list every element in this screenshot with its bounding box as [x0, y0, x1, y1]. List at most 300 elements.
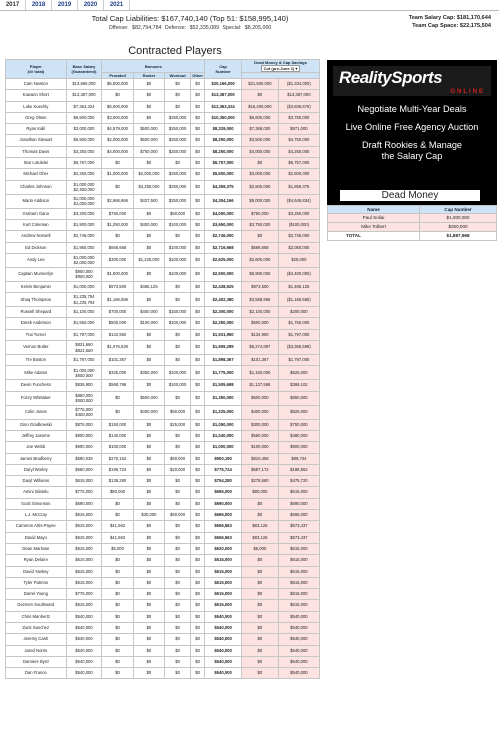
- player-name-link[interactable]: Tyler Patmon: [6, 577, 67, 588]
- workout-column-header[interactable]: Workout: [165, 73, 191, 79]
- year-tabs: [0, 0, 499, 11]
- cap-savings-cell: $540,000: [278, 611, 319, 622]
- cap-number-cell: $1,505,698: [205, 380, 242, 391]
- dead-money-cell: $0: [241, 498, 278, 509]
- dead-money-cell: $0: [241, 589, 278, 600]
- cap-savings-cell: ($3,836,676): [278, 101, 319, 112]
- cap-number-cell: $4,000,000: [205, 208, 242, 219]
- roster-cell: $100,000: [133, 318, 164, 329]
- prorated-cell: $500,000: [102, 318, 133, 329]
- cut-type-select[interactable]: Cut (pre-June 1) ▾: [261, 65, 301, 72]
- workout-cell: $0: [165, 600, 191, 611]
- prorated-cell: $0: [102, 656, 133, 667]
- base-salary-cell: $900,000: [66, 430, 102, 441]
- dead-money-cell: $4,000,000: [241, 146, 278, 157]
- cap-savings-cell: $1,797,000: [278, 355, 319, 366]
- player-name-link[interactable]: Scott Simonson: [6, 498, 67, 509]
- workout-cell: $100,000: [165, 267, 191, 281]
- roster-cell: $0: [133, 242, 164, 253]
- base-salary-cell: $1,797,000: [66, 355, 102, 366]
- other-cell: $0: [191, 521, 205, 532]
- cap-number-cell: $615,000: [205, 600, 242, 611]
- cap-savings-cell: $615,000: [278, 487, 319, 498]
- cap-savings-cell: $25,000: [278, 253, 319, 267]
- other-cell: $0: [191, 208, 205, 219]
- tab-2018[interactable]: 2018: [26, 0, 52, 10]
- dm-cap: $1,000,000: [420, 214, 497, 223]
- player-name-link[interactable]: Mario Addison: [6, 194, 67, 208]
- base-salary-cell: $1,950,000: [66, 242, 102, 253]
- tab-2021[interactable]: 2021: [104, 0, 130, 10]
- prorated-cell: $1,250,000: [102, 219, 133, 230]
- cap-savings-cell: $4,750,000: [278, 135, 319, 146]
- table-row: [6, 208, 320, 219]
- player-name-link[interactable]: Greg Olsen: [6, 112, 67, 123]
- dead-money-cell: $278,560: [241, 476, 278, 487]
- player-name-link[interactable]: Shaq Thompson: [6, 293, 67, 307]
- player-name-link[interactable]: Vernon Butler: [6, 341, 67, 355]
- table-row: [6, 521, 320, 532]
- prorated-column-header[interactable]: Prorated: [102, 73, 133, 79]
- workout-cell: $100,000: [165, 219, 191, 230]
- bonuses-column-header: Bonuses: [102, 60, 205, 73]
- other-cell: $0: [191, 555, 205, 566]
- player-name-link[interactable]: James Bradberry: [6, 453, 67, 464]
- cap-savings-cell: $368,102: [278, 380, 319, 391]
- workout-cell: $250,000: [165, 194, 191, 208]
- base-salary-cell: $615,000: [66, 510, 102, 521]
- player-name-link[interactable]: Daryl Williams: [6, 476, 67, 487]
- workout-cell: $0: [165, 430, 191, 441]
- cap-breakdown: Offense: $82,794,784 Defense: $52,335,089 Special: $8,205,000: [108, 25, 272, 31]
- other-cell: $0: [191, 589, 205, 600]
- player-name-link[interactable]: Joe Webb: [6, 442, 67, 453]
- workout-cell: $0: [165, 329, 191, 340]
- other-cell: $0: [191, 242, 205, 253]
- table-row: [6, 329, 320, 340]
- workout-cell: $50,000: [165, 510, 191, 521]
- cap-savings-cell: ($3,366,598): [278, 341, 319, 355]
- player-name-link[interactable]: Damiere Byrd: [6, 656, 67, 667]
- cap-number-cell: $1,040,000: [205, 430, 242, 441]
- player-name-link[interactable]: Jeffrey Jasome: [6, 430, 67, 441]
- table-row: [6, 79, 320, 90]
- dead-money-cell: $16,200,000: [241, 101, 278, 112]
- other-cell: $0: [191, 79, 205, 90]
- dead-money-cell: $560,000: [241, 430, 278, 441]
- cap-savings-cell: $89,734: [278, 453, 319, 464]
- player-name-link[interactable]: Andrew Norwell: [6, 231, 67, 242]
- cap-savings-cell: $625,000: [278, 366, 319, 380]
- other-cell: $0: [191, 253, 205, 267]
- base-salary-cell: $615,000: [66, 566, 102, 577]
- other-cell: $0: [191, 566, 205, 577]
- cap-savings-cell: $6,757,000: [278, 158, 319, 169]
- tab-2019[interactable]: 2019: [52, 0, 78, 10]
- workout-cell: $0: [165, 532, 191, 543]
- player-name-link[interactable]: Ryan Delaire: [6, 555, 67, 566]
- other-cell: $0: [191, 532, 205, 543]
- dead-money-cell: $83,126: [241, 532, 278, 543]
- cap-savings-cell: $615,000: [278, 566, 319, 577]
- base-salary-cell: $3,200,000: [66, 208, 102, 219]
- other-cell: $0: [191, 656, 205, 667]
- table-row: [6, 242, 320, 253]
- roster-cell: $465,125: [133, 281, 164, 292]
- base-salary-cell: $1,900,000: [66, 219, 102, 230]
- prorated-cell: $5,000,000: [102, 101, 133, 112]
- roster-cell: $2,000,000: [133, 169, 164, 180]
- player-name-link[interactable]: David Mayo: [6, 532, 67, 543]
- prorated-cell: $0: [102, 405, 133, 419]
- prorated-cell: $3,600,000: [102, 112, 133, 123]
- cap-number-cell: $540,000: [205, 668, 242, 679]
- other-cell: $0: [191, 600, 205, 611]
- roster-cell: $0: [133, 487, 164, 498]
- cap-savings-cell: $615,000: [278, 577, 319, 588]
- base-salary-cell: $690,000: [66, 498, 102, 509]
- workout-cell: $0: [165, 498, 191, 509]
- player-name-link[interactable]: Colin Jones: [6, 405, 67, 419]
- cap-number-cell: $615,000: [205, 577, 242, 588]
- player-name-link[interactable]: Ryan Kalil: [6, 124, 67, 135]
- prorated-cell: $0: [102, 498, 133, 509]
- base-salary-cell: $615,000: [66, 577, 102, 588]
- table-row: [6, 341, 320, 355]
- cap-number-cell: $656,563: [205, 521, 242, 532]
- other-cell: $0: [191, 464, 205, 475]
- dead-money-table: [327, 205, 497, 241]
- prorated-cell: $973,500: [102, 281, 133, 292]
- roster-cell: $0: [133, 600, 164, 611]
- other-cell: $0: [191, 476, 205, 487]
- roster-cell: $0: [133, 622, 164, 633]
- roster-cell: $0: [133, 668, 164, 679]
- cap-number-cell: $656,563: [205, 532, 242, 543]
- player-name-link[interactable]: Cameron Artis-Payne: [6, 521, 67, 532]
- table-row: [6, 293, 320, 307]
- workout-cell: $250,000: [165, 112, 191, 123]
- prorated-cell: $41,563: [102, 532, 133, 543]
- dead-money-cell: $83,126: [241, 521, 278, 532]
- cap-savings-cell: $475,720: [278, 476, 319, 487]
- base-salary-cell: $6,500,000: [66, 112, 102, 123]
- prorated-cell: $0: [102, 577, 133, 588]
- table-row: [6, 532, 320, 543]
- table-row: [6, 219, 320, 230]
- cap-number-column-header[interactable]: Cap Number: [205, 60, 242, 79]
- player-name-link[interactable]: Andy Lee: [6, 253, 67, 267]
- player-name-link[interactable]: Luke Kuechly: [6, 101, 67, 112]
- base-salary-cell: $540,000: [66, 668, 102, 679]
- prorated-cell: $0: [102, 589, 133, 600]
- roster-cell: $0: [133, 380, 164, 391]
- player-name-link[interactable]: Russell Shepard: [6, 307, 67, 318]
- roster-cell: $400,000: [133, 219, 164, 230]
- player-name-link[interactable]: Derek Anderson: [6, 318, 67, 329]
- player-name-link[interactable]: Cam Newton: [6, 79, 67, 90]
- prorated-cell: $0: [102, 645, 133, 656]
- dead-money-cell: $100,000: [241, 442, 278, 453]
- cap-number-cell: $540,000: [205, 622, 242, 633]
- player-name-link[interactable]: Trai Turner: [6, 329, 67, 340]
- table-row: [6, 267, 320, 281]
- other-cell: $0: [191, 90, 205, 101]
- base-salary-cell: $900,000 $900,000: [66, 267, 102, 281]
- prorated-cell: $5,000: [102, 543, 133, 554]
- table-row: [6, 510, 320, 521]
- player-name-link[interactable]: Zack Sanchez: [6, 622, 67, 633]
- table-row: [6, 656, 320, 667]
- dead-money-cell: $0: [241, 668, 278, 679]
- cap-savings-cell: $573,437: [278, 521, 319, 532]
- prorated-cell: $195,724: [102, 464, 133, 475]
- base-salary-cell: $615,000: [66, 521, 102, 532]
- table-row: [6, 622, 320, 633]
- prorated-cell: $2,000,000: [102, 135, 133, 146]
- roster-cell: $0: [133, 267, 164, 281]
- base-salary-cell: $615,000: [66, 543, 102, 554]
- roster-cell: $0: [133, 543, 164, 554]
- roster-column-header[interactable]: Roster: [133, 73, 164, 79]
- workout-cell: $25,000: [165, 419, 191, 430]
- dead-money-cell: $0: [241, 510, 278, 521]
- player-name-link[interactable]: Dan France: [6, 668, 67, 679]
- prorated-cell: $0: [102, 600, 133, 611]
- roster-cell: $0: [133, 101, 164, 112]
- cap-savings-cell: $1,750,000: [278, 318, 319, 329]
- cap-savings-cell: $540,000: [278, 634, 319, 645]
- dm-cap: $350,000: [420, 223, 497, 232]
- cap-savings-cell: $615,000: [278, 543, 319, 554]
- roster-cell: $0: [133, 79, 164, 90]
- reality-sports-logo: RealitySports ONLINE: [333, 66, 491, 96]
- dm-total-label: TOTAL: [328, 232, 420, 241]
- base-salary-cell: $560,000: [66, 464, 102, 475]
- cap-savings-cell: $665,000: [278, 510, 319, 521]
- player-name-link[interactable]: Amini Silatolu: [6, 487, 67, 498]
- base-salary-cell: $3,250,000: [66, 146, 102, 157]
- other-cell: $0: [191, 169, 205, 180]
- other-cell: $0: [191, 622, 205, 633]
- roster-cell: $350,000: [133, 366, 164, 380]
- workout-cell: $100,000: [165, 318, 191, 329]
- prorated-cell: $2,666,666: [102, 194, 133, 208]
- cap-savings-cell: $1,797,000: [278, 329, 319, 340]
- roster-cell: $0: [133, 430, 164, 441]
- base-salary-cell: $540,000: [66, 611, 102, 622]
- dead-money-cell: $5,000: [241, 543, 278, 554]
- base-salary-column-header[interactable]: Base Salary (Guaranteed): [66, 60, 102, 79]
- cap-savings-cell: ($1,334,000): [278, 79, 319, 90]
- base-salary-cell: $900,000: [66, 442, 102, 453]
- prorated-cell: $0: [102, 611, 133, 622]
- dead-money-cell: $9,000,000: [241, 194, 278, 208]
- cap-savings-cell: $540,000: [278, 656, 319, 667]
- player-name-link[interactable]: Kawann Short: [6, 90, 67, 101]
- workout-cell: $0: [165, 555, 191, 566]
- dead-money-cell: $101,367: [241, 355, 278, 366]
- dead-money-cell: $134,950: [241, 329, 278, 340]
- workout-cell: $0: [165, 589, 191, 600]
- prorated-cell: $0: [102, 622, 133, 633]
- other-cell: $0: [191, 442, 205, 453]
- dead-money-cell: $0: [241, 634, 278, 645]
- roster-cell: $0: [133, 532, 164, 543]
- other-cell: $0: [191, 668, 205, 679]
- base-salary-cell: $836,900: [66, 380, 102, 391]
- roster-cell: $0: [133, 464, 164, 475]
- table-row: [6, 498, 320, 509]
- dead-money-cell: $0: [241, 611, 278, 622]
- workout-cell: $0: [165, 341, 191, 355]
- workout-cell: $100,000: [165, 242, 191, 253]
- base-salary-cell: $615,000: [66, 476, 102, 487]
- player-name-link[interactable]: Chris Manhertz: [6, 611, 67, 622]
- player-name-link[interactable]: Fozzy Whittaker: [6, 391, 67, 405]
- other-cell: $0: [191, 380, 205, 391]
- other-cell: $0: [191, 180, 205, 194]
- base-salary-cell: $615,000: [66, 555, 102, 566]
- workout-cell: $0: [165, 543, 191, 554]
- prorated-cell: $140,000: [102, 430, 133, 441]
- player-name-link[interactable]: Jeremy Cash: [6, 634, 67, 645]
- base-salary-cell: $5,500,000: [66, 135, 102, 146]
- other-cell: $0: [191, 543, 205, 554]
- base-salary-cell: $831,660 $831,660: [66, 341, 102, 355]
- prorated-cell: $0: [102, 90, 133, 101]
- cap-number-cell: $754,280: [205, 476, 242, 487]
- prorated-cell: $666,668: [102, 242, 133, 253]
- table-row: [6, 146, 320, 157]
- workout-cell: $0: [165, 577, 191, 588]
- player-name-link[interactable]: Dean Marlowe: [6, 543, 67, 554]
- other-cell: $0: [191, 341, 205, 355]
- base-salary-cell: $3,000,000: [66, 124, 102, 135]
- base-salary-cell: $580,038: [66, 453, 102, 464]
- prorated-cell: $0: [102, 555, 133, 566]
- roster-cell: $0: [133, 521, 164, 532]
- table-row: [6, 281, 320, 292]
- cap-number-cell: $13,387,000: [205, 90, 242, 101]
- player-name-link[interactable]: Jared Norris: [6, 645, 67, 656]
- workout-cell: $250,000: [165, 124, 191, 135]
- dead-money-cell: $500,000: [241, 318, 278, 329]
- player-name-link[interactable]: David Yankey: [6, 566, 67, 577]
- workout-cell: $100,000: [165, 253, 191, 267]
- table-row: [6, 169, 320, 180]
- cap-number-cell: $665,000: [205, 510, 242, 521]
- player-name-link[interactable]: Thomas Davis: [6, 146, 67, 157]
- workout-cell: $250,000: [165, 169, 191, 180]
- dead-money-cell: $400,000: [241, 405, 278, 419]
- player-name-link[interactable]: Devin Funchess: [6, 380, 67, 391]
- cap-number-cell: $540,000: [205, 645, 242, 656]
- player-name-link[interactable]: Daryl Worley: [6, 464, 67, 475]
- dead-money-cell: $810,456: [241, 453, 278, 464]
- table-row: [6, 464, 320, 475]
- player-name-link[interactable]: Jonathan Stewart: [6, 135, 67, 146]
- table-row: [6, 634, 320, 645]
- roster-cell: $0: [133, 566, 164, 577]
- workout-cell: $0: [165, 442, 191, 453]
- player-name-link[interactable]: Graham Gano: [6, 208, 67, 219]
- workout-cell: $0: [165, 645, 191, 656]
- other-column-header[interactable]: Other: [192, 73, 203, 78]
- ad-line-1: Negotiate Multi-Year Deals: [357, 104, 467, 114]
- other-cell: $0: [191, 318, 205, 329]
- prorated-cell: $0: [102, 668, 133, 679]
- roster-cell: $400,000: [133, 307, 164, 318]
- other-cell: $0: [191, 634, 205, 645]
- table-row: [6, 668, 320, 679]
- roster-cell: $0: [133, 645, 164, 656]
- other-cell: $0: [191, 611, 205, 622]
- workout-cell: $0: [165, 281, 191, 292]
- cap-number-cell: $615,000: [205, 589, 242, 600]
- dead-money-cell: $666,668: [241, 242, 278, 253]
- roster-cell: $0: [133, 341, 164, 355]
- cap-number-cell: $12,363,324: [205, 101, 242, 112]
- player-column-header[interactable]: Player (## total): [6, 60, 67, 79]
- dead-money-cell: $300,000: [241, 419, 278, 430]
- table-row: [6, 419, 320, 430]
- roster-cell: $0: [133, 90, 164, 101]
- cap-number-cell: $1,908,299: [205, 341, 242, 355]
- player-name-link[interactable]: Kelvin Benjamin: [6, 281, 67, 292]
- player-name-link[interactable]: Charles Johnson: [6, 180, 67, 194]
- player-name-link[interactable]: Gino Gradkowski: [6, 419, 67, 430]
- cap-savings-cell: $540,000: [278, 668, 319, 679]
- prorated-cell: $80,000: [102, 487, 133, 498]
- player-name-link[interactable]: Captain Munnerlyn: [6, 267, 67, 281]
- tab-2017[interactable]: 2017: [0, 0, 26, 10]
- cap-number-cell: $5,500,000: [205, 169, 242, 180]
- player-name-link[interactable]: Dezmen Southward: [6, 600, 67, 611]
- other-cell: $0: [191, 391, 205, 405]
- player-name-link[interactable]: Tre Boston: [6, 355, 67, 366]
- dead-money-cell: $3,000,000: [241, 169, 278, 180]
- dead-money-cell: $0: [241, 555, 278, 566]
- cap-savings-cell: ($4,400,000): [278, 267, 319, 281]
- player-name-link[interactable]: Darrel Young: [6, 589, 67, 600]
- cap-number-cell: $775,724: [205, 464, 242, 475]
- base-salary-cell: $1,000,000 $1,000,000: [66, 194, 102, 208]
- roster-cell: $0: [133, 355, 164, 366]
- prorated-cell: $0: [102, 634, 133, 645]
- table-row: [6, 253, 320, 267]
- base-salary-cell: $1,000,000 $2,500,000: [66, 180, 102, 194]
- tab-2020[interactable]: 2020: [78, 0, 104, 10]
- player-name-link[interactable]: Kurt Coleman: [6, 219, 67, 230]
- cap-number-cell: $2,300,000: [205, 307, 242, 318]
- other-cell: $0: [191, 281, 205, 292]
- base-salary-cell: $6,757,000: [66, 158, 102, 169]
- cap-number-cell: $8,250,000: [205, 135, 242, 146]
- player-name-link[interactable]: Michael Oher: [6, 169, 67, 180]
- roster-cell: $0: [133, 329, 164, 340]
- player-name-link[interactable]: Mike Adams: [6, 366, 67, 380]
- player-name-link[interactable]: L.J. McCray: [6, 510, 67, 521]
- table-row: [6, 611, 320, 622]
- cap-number-cell: $615,000: [205, 555, 242, 566]
- base-salary-cell: $1,000,000 $500,000: [66, 366, 102, 380]
- cap-savings-cell: ($4,645,834): [278, 194, 319, 208]
- player-name-link[interactable]: Ed Dickson: [6, 242, 67, 253]
- player-name-link[interactable]: Star Lotulelei: [6, 158, 67, 169]
- table-row: [6, 555, 320, 566]
- cap-number-cell: $2,716,668: [205, 242, 242, 253]
